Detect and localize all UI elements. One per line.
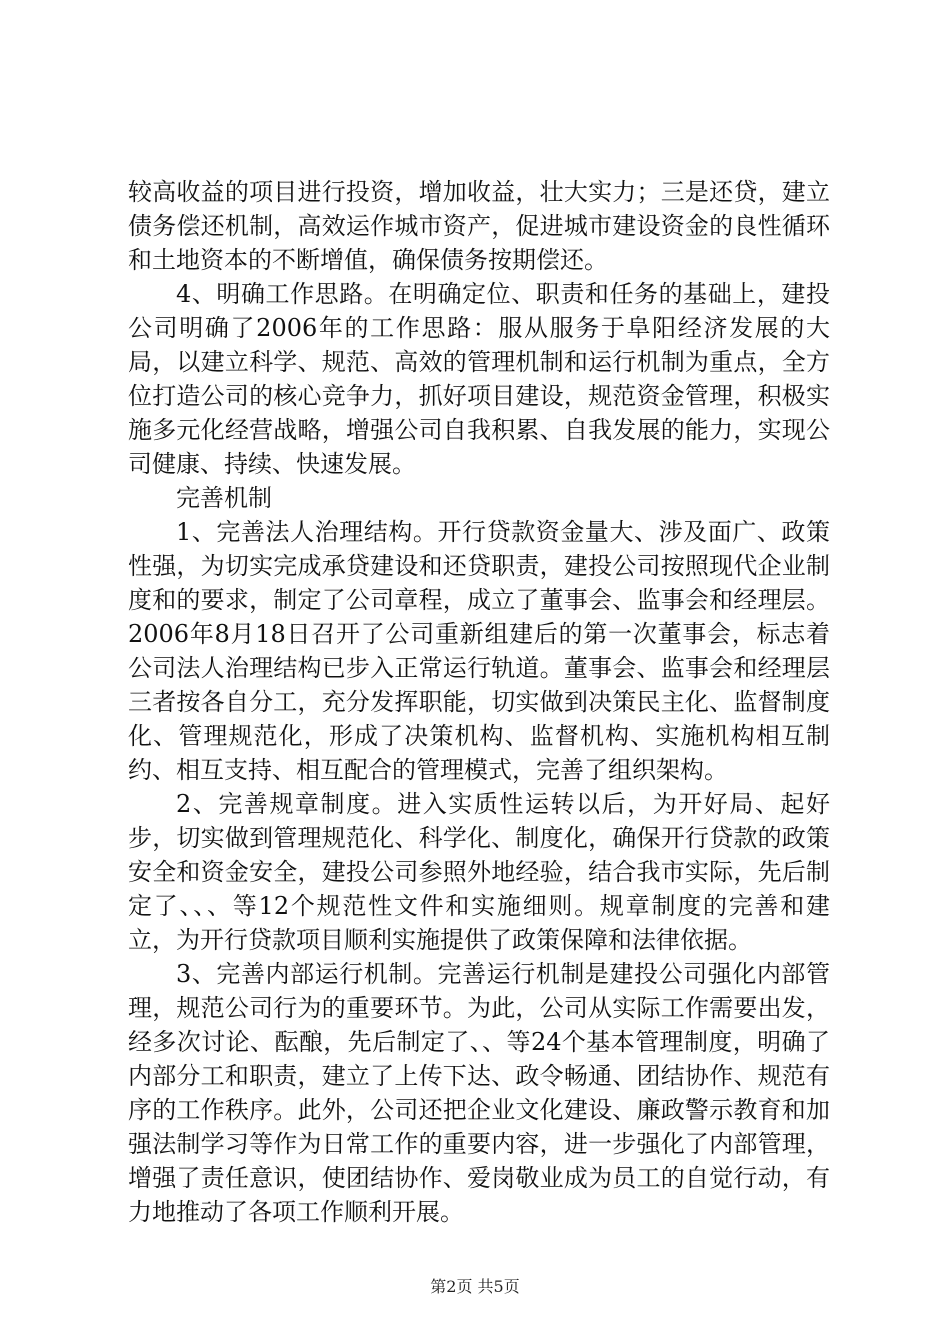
- paragraph-continuation: 较高收益的项目进行投资，增加收益，壮大实力；三是还贷，建立债务偿还机制，高效运作城市资产，促进城市建设资金的良性循环和土地资本的不断增值，确保债务按期偿还。: [128, 178, 830, 274]
- paragraph-internal-mechanism: 3、完善内部运行机制。完善运行机制是建投公司强化内部管理，规范公司行为的重要环节。为此，公司从实际工作需要出发，经多次讨论、酝酿，先后制定了、、等24个基本管理制度，明确了内部分工和职责，建立了上传下达、政令畅通、团结协作、规范有序的工作秩序。此外，公司还把企业文化建设、廉政警示教育和加强法制学习等作为日常工作的重要内容，进一步强化了内部管理，增强了责任意识，使团结协作、爱岗敬业成为员工的自觉行动，有力地推动了各项工作顺利开展。: [128, 960, 830, 1226]
- paragraph-corporate-governance: 1、完善法人治理结构。开行贷款资金量大、涉及面广、政策性强，为切实完成承贷建设和还贷职责，建投公司按照现代企业制度和的要求，制定了公司章程，成立了董事会、监事会和经理层。2006年8月18日召开了公司重新组建后的第一次董事会，标志着公司法人治理结构已步入正常运行轨道。董事会、监事会和经理层三者按各自分工，充分发挥职能，切实做到决策民主化、监督制度化、管理规范化，形成了决策机构、监督机构、实施机构相互制约、相互支持、相互配合的管理模式，完善了组织架构。: [128, 518, 830, 784]
- paragraph-work-approach: 4、明确工作思路。在明确定位、职责和任务的基础上，建投公司明确了2006年的工作思路：服从服务于阜阳经济发展的大局，以建立科学、规范、高效的管理机制和运行机制为重点，全方位打造公司的核心竞争力，抓好项目建设，规范资金管理，积极实施多元化经营战略，增强公司自我积累、自我发展的能力，实现公司健康、持续、快速发展。: [128, 280, 830, 478]
- document-body: [128, 175, 830, 1229]
- section-heading-mechanism: 完善机制: [176, 484, 272, 512]
- page-number: 第2页 共5页: [430, 1277, 520, 1296]
- paragraph-rules-regulations: 2、完善规章制度。进入实质性运转以后，为开好局、起好步，切实做到管理规范化、科学化、制度化，确保开行贷款的政策安全和资金安全，建投公司参照外地经验，结合我市实际，先后制定了、、、等12个规范性文件和实施细则。规章制度的完善和建立，为开行贷款项目顺利实施提供了政策保障和法律依据。: [128, 790, 830, 954]
